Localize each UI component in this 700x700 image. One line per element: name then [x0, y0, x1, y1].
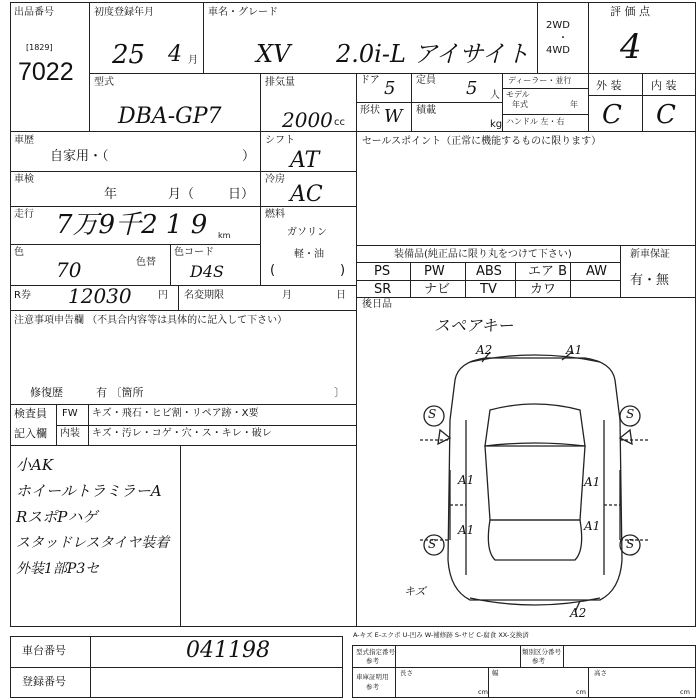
mark-rear-bumper: A2 — [570, 606, 587, 620]
fw-label: FW — [62, 408, 78, 419]
mark-wheel-rl: S — [428, 537, 437, 551]
score-label: 評 価 点 — [610, 5, 650, 18]
name-change-label: 名変期限 — [184, 290, 224, 301]
int-insp-label: 内装 — [60, 428, 80, 439]
mark-front-right: A1 — [566, 343, 583, 357]
reg-label: 登録番号 — [22, 675, 66, 688]
fw-items: キズ・飛石・ヒビ割・リペア跡・X要 — [92, 408, 259, 419]
ac-value: AC — [290, 182, 323, 207]
remark-4: スタッドレスタイヤ装着 — [16, 535, 170, 551]
history-close: ） — [242, 149, 256, 164]
equip-leather: カワ — [530, 282, 557, 297]
r-unit: 円 — [158, 290, 168, 301]
int-grade: C — [656, 100, 676, 130]
capacity-label: 定員 — [416, 75, 436, 86]
drive-4wd: 4WD — [546, 45, 570, 56]
color-code-value: D4S — [190, 262, 224, 281]
load-label: 積載 — [416, 105, 436, 116]
mileage-label: 走行 — [14, 209, 34, 220]
first-reg-label: 初度登録年月 — [94, 7, 154, 18]
first-reg-month-unit: 月 — [188, 55, 198, 66]
shift-label: シフト — [265, 135, 295, 146]
grade-name: 2.0i-L アイサイト — [336, 40, 530, 68]
mark-right-rear: A1 — [584, 519, 601, 533]
capacity-unit: 人 — [490, 90, 500, 101]
width-label: 幅 — [492, 669, 499, 677]
shape-label: 形状 — [360, 105, 380, 116]
lot-label: 出品番号 — [14, 7, 54, 18]
equipment-label: 装備品(純正品に限り丸をつけて下さい) — [394, 249, 572, 260]
dealer-label: ディーラー・並行 — [508, 76, 572, 85]
rear-label: 後日品 — [362, 299, 392, 310]
repair-close: 〕 — [334, 386, 345, 399]
history-label: 車歴 — [14, 135, 34, 146]
mark-wheel-fr: S — [626, 407, 635, 421]
doors-label: ドア — [360, 75, 380, 86]
equip-ps: PS — [374, 264, 391, 279]
shift-value: AT — [290, 148, 320, 173]
shape-value: W — [384, 106, 403, 127]
lot-number: 7022 — [18, 58, 74, 86]
new-car-value: 有・無 — [630, 273, 670, 288]
inspection-label: 車検 — [14, 174, 34, 185]
fuel-options: ガソリン — [287, 227, 327, 238]
int-label: 内 装 — [651, 79, 677, 92]
color-change-label: 色替 — [136, 257, 156, 268]
cert-label: 車庫証明用 — [356, 673, 389, 681]
ext-label: 外 装 — [596, 79, 622, 92]
chassis-value: 041198 — [186, 638, 270, 663]
cert-sub: 参考 — [366, 683, 379, 691]
remark-5: 外装1部P3セ — [16, 561, 100, 577]
displacement-value: 2000 — [282, 108, 333, 132]
displacement-label: 排気量 — [265, 77, 295, 88]
model-grade-label: 車名・グレード — [208, 7, 278, 18]
chassis-label: 車台番号 — [22, 644, 66, 657]
model-year-label2: 年式 — [512, 100, 528, 109]
class-label: 類別区分番号 — [522, 648, 561, 656]
sales-point-label: セールスポイント（正常に機能するものに限ります） — [362, 136, 602, 147]
remark-2: ホイールトラミラーA — [16, 482, 162, 500]
color-code-label: 色コード — [174, 247, 214, 258]
score-value: 4 — [620, 27, 642, 67]
mark-wheel-rr: S — [626, 537, 635, 551]
damage-legend: A-キズ E-エクボ U-凹み W-補修跡 S-サビ C-腐食 XX-交換済 — [353, 631, 529, 639]
drive-2wd: 2WD — [546, 20, 570, 31]
inspection-year: 年 — [104, 187, 118, 202]
mark-right-front: A1 — [584, 475, 601, 489]
mark-left-rear: A1 — [458, 523, 475, 537]
ext-grade: C — [602, 100, 622, 130]
equip-pw: PW — [424, 264, 445, 279]
repair-value: 有 〔箇所 — [96, 386, 144, 399]
mileage-unit: km — [218, 231, 231, 240]
height-unit: cm — [680, 688, 690, 696]
remark-1: 小AK — [16, 456, 54, 474]
model-name: XV — [256, 40, 291, 68]
height-label: 高さ — [594, 669, 607, 677]
rear-value: スペアキー — [434, 316, 514, 335]
lot-sub: [1829] — [26, 43, 53, 52]
permit-label: 型式指定番号 — [356, 648, 395, 656]
history-value: 自家用・（ — [50, 149, 109, 164]
class-sub: 参考 — [532, 657, 545, 665]
handle-label: ハンドル 左・右 — [506, 117, 565, 126]
ac-label: 冷房 — [265, 174, 285, 185]
type-value: DBA-GP7 — [118, 104, 222, 129]
doors-value: 5 — [384, 78, 396, 99]
r-label: R券 — [14, 290, 31, 301]
length-unit: cm — [478, 688, 488, 696]
equip-airbag: エア B — [528, 264, 568, 279]
r-value: 12030 — [68, 284, 132, 308]
inspector-label1: 検査員 — [14, 407, 47, 420]
fuel-paren-close: ) — [340, 263, 346, 278]
inspection-month: 月（ — [168, 187, 195, 202]
mark-rear-scratch: キズ — [404, 585, 426, 598]
name-change-month: 月 — [282, 290, 292, 301]
mark-left-front: A1 — [458, 473, 475, 487]
load-unit: kg — [490, 119, 503, 130]
equip-aw: AW — [586, 264, 608, 279]
fuel-paren-open: ( — [270, 263, 276, 278]
name-change-day: 日 — [336, 290, 346, 301]
color-value: 70 — [56, 258, 82, 282]
type-label: 型式 — [94, 77, 114, 88]
capacity-value: 5 — [466, 78, 478, 99]
equip-navi: ナビ — [424, 282, 451, 297]
length-label: 長さ — [400, 669, 413, 677]
year-unit: 年 — [570, 100, 578, 109]
fuel-label: 燃料 — [265, 209, 285, 220]
mark-wheel-fl: S — [428, 407, 437, 421]
equip-abs: ABS — [476, 264, 502, 279]
drive-sep: ・ — [558, 33, 568, 44]
new-car-label: 新車保証 — [630, 249, 670, 260]
mileage-value: 7万9千2 1 9 — [56, 210, 208, 240]
equip-sr: SR — [374, 282, 392, 297]
remark-3: RスポPハゲ — [16, 508, 98, 526]
equip-tv: TV — [480, 282, 497, 297]
permit-sub: 参考 — [366, 657, 379, 665]
fuel-options2: 軽・油 — [294, 249, 324, 260]
width-unit: cm — [576, 688, 586, 696]
model-year-label: モデル — [506, 90, 530, 99]
first-reg-year: 25 — [112, 40, 146, 70]
mark-front-left: A2 — [476, 343, 493, 357]
int-insp-items: キズ・汚レ・コゲ・穴・ス・キレ・破レ — [92, 428, 272, 439]
inspector-label2: 記入欄 — [14, 427, 47, 440]
color-label: 色 — [14, 247, 24, 258]
displacement-unit: cc — [334, 117, 345, 128]
inspection-day: 日） — [228, 187, 255, 202]
notes-label: 注意事項申告欄 （不具合内容等は具体的に記入して下さい） — [14, 315, 288, 326]
first-reg-month: 4 — [168, 42, 182, 67]
repair-label: 修復歴 — [30, 386, 63, 399]
